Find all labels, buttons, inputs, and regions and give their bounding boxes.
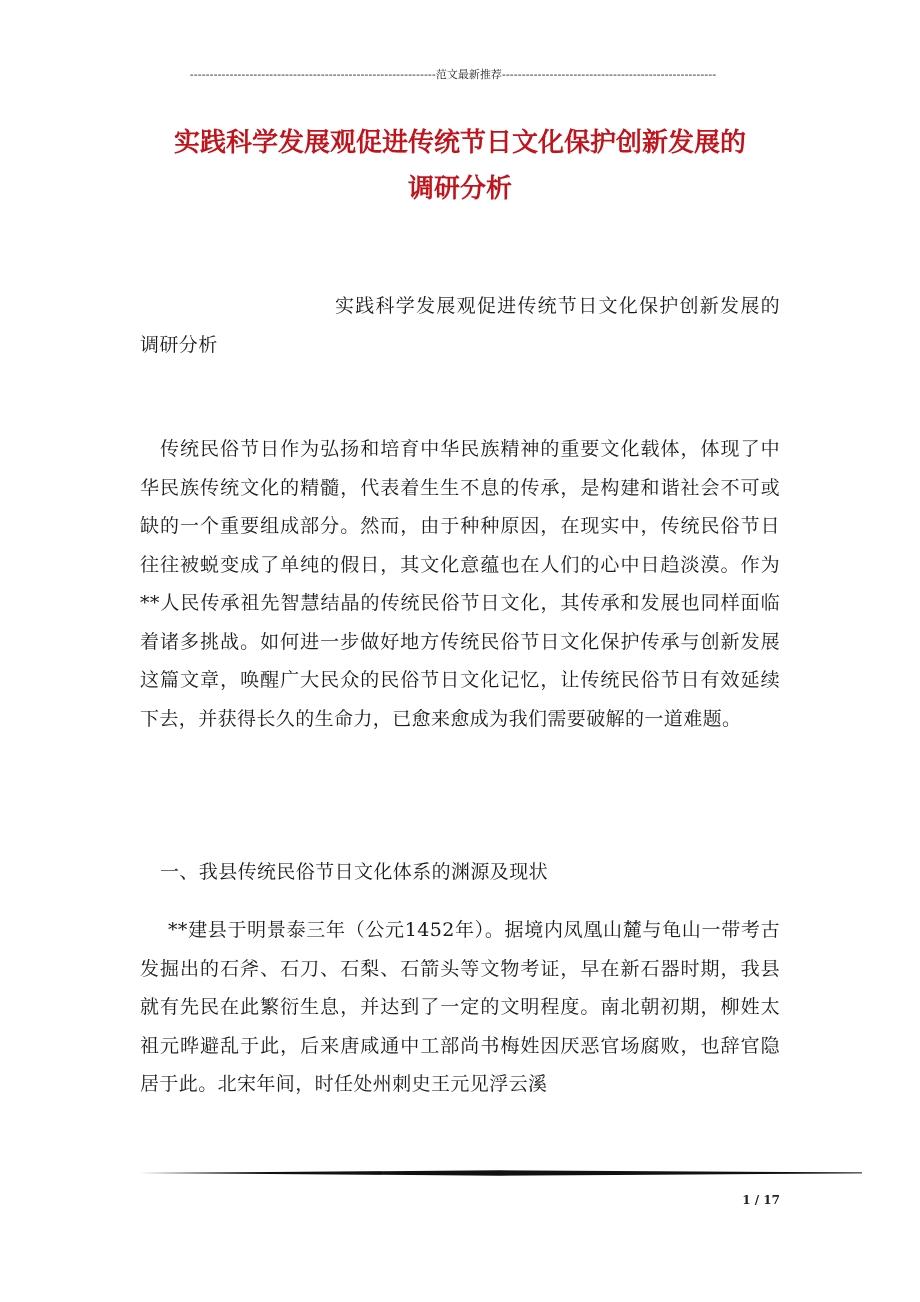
paragraph-intro: 传统民俗节日作为弘扬和培育中华民族精神的重要文化载体，体现了中华民族传统文化的精髓，代表着生生不息的传承，是构建和谐社会不可或缺的一个重要组成部分。然而，由于种种原因，在现实中，传统民俗节日往往被蜕变成了单纯的假日，其文化意蕴也在人们的心中日趋淡漠。作为**人民传承祖先智慧结晶的传统民俗节日文化，其传承和发展也同样面临着诸多挑战。如何进一步做好地方传统民俗节日文化保护传承与创新发展这篇文章，唤醒广大民众的民俗节日文化记忆，让传统民俗节日有效延续下去，并获得长久的生命力，已愈来愈成为我们需要破解的一道难题。: [140, 438, 780, 730]
footer-rule: [140, 1170, 862, 1176]
title-line-1: 实践科学发展观促进传统节日文化保护创新发展的: [173, 128, 746, 158]
section-heading: 一、我县传统民俗节日文化体系的渊源及现状: [160, 861, 549, 883]
document-title: [140, 120, 780, 212]
running-header: --------------------------------------------------------------范文最新推荐------------------------------------------------------: [189, 68, 717, 81]
page-number: 1 / 17: [742, 1193, 780, 1207]
subtitle: 实践科学发展观促进传统节日文化保护创新发展的调研分析: [140, 295, 780, 356]
title-line-2: 调研分析: [407, 174, 512, 204]
paragraph-history: **建县于明景泰三年（公元1452年）。据境内凤凰山麓与龟山一带考古发掘出的石斧、石刀、石梨、石箭头等文物考证，早在新石器时期，我县就有先民在此繁衍生息，并达到了一定的文明程度。南北朝初期，柳姓太祖元晔避乱于此，后来唐咸通中工部尚书梅姓因厌恶官场腐败，也辞官隐居于此。北宋年间，时任处州刺史王元见浮云溪: [140, 919, 780, 1095]
